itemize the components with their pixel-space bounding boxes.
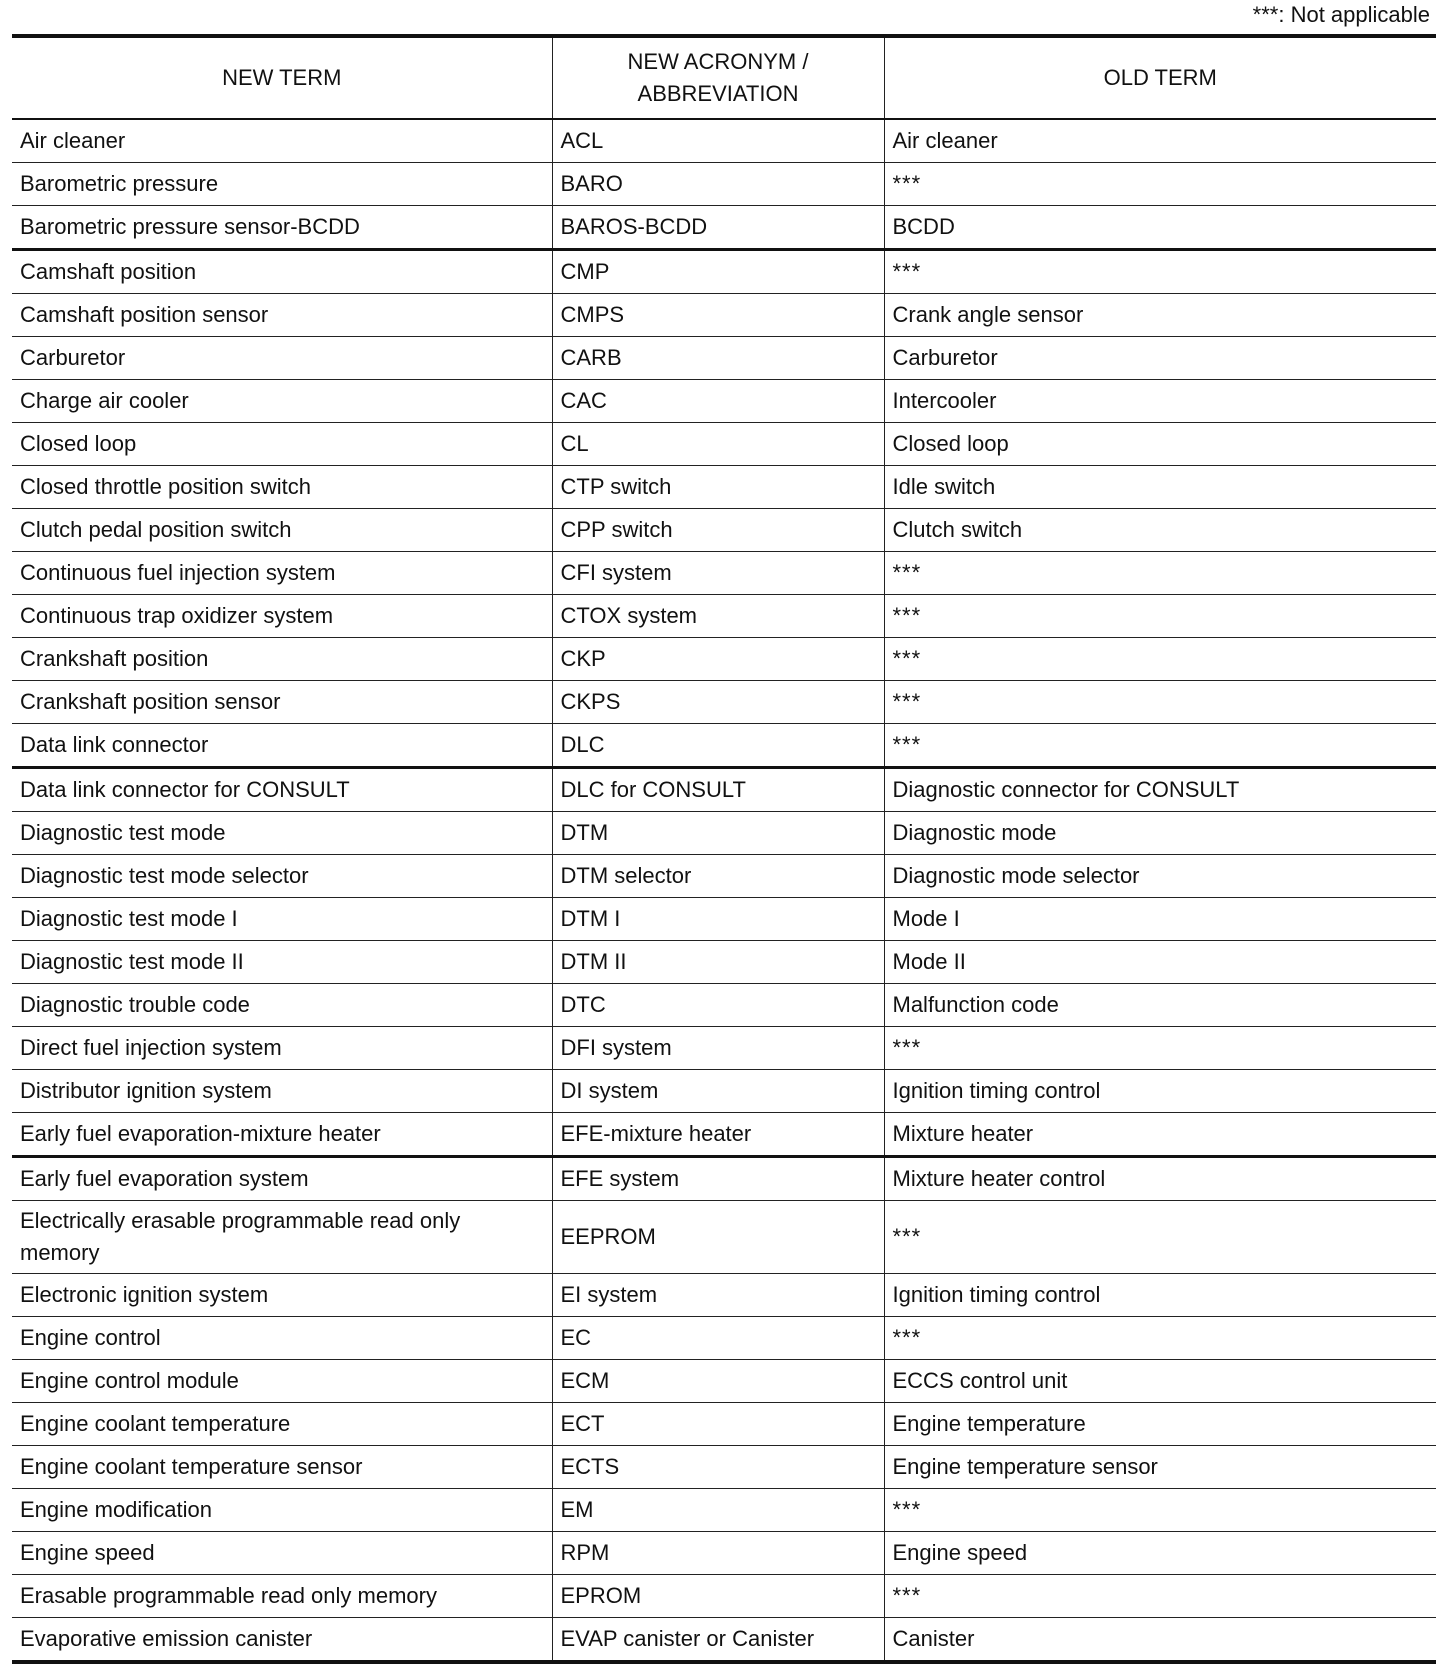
new-term-cell: Distributor ignition system: [12, 1070, 552, 1113]
new-term-cell: Engine coolant temperature sensor: [12, 1446, 552, 1489]
table-row: [12, 1403, 1436, 1446]
acronym-cell: CTP switch: [552, 466, 884, 509]
header-acronym-line: NEW ACRONYM /: [627, 49, 809, 74]
new-term-cell: Diagnostic trouble code: [12, 984, 552, 1027]
table-header: [12, 36, 1436, 119]
acronym-cell: DTM I: [552, 898, 884, 941]
table-row: [12, 1317, 1436, 1360]
acronym-cell: RPM: [552, 1532, 884, 1575]
acronym-cell: EFE-mixture heater: [552, 1113, 884, 1157]
new-term-cell: Direct fuel injection system: [12, 1027, 552, 1070]
table-row: [12, 984, 1436, 1027]
table-row: [12, 552, 1436, 595]
new-term-cell: Engine control: [12, 1317, 552, 1360]
old-term-cell: ***: [884, 638, 1436, 681]
old-term-cell: Air cleaner: [884, 119, 1436, 163]
header-new-acronym: [552, 36, 884, 119]
table-row: [12, 595, 1436, 638]
table-row: [12, 423, 1436, 466]
header-old-term: OLD TERM: [884, 36, 1436, 119]
old-term-cell: Engine temperature sensor: [884, 1446, 1436, 1489]
new-term-cell: Barometric pressure: [12, 163, 552, 206]
table-row: [12, 119, 1436, 163]
acronym-cell: DTC: [552, 984, 884, 1027]
acronym-cell: EI system: [552, 1274, 884, 1317]
table-row: [12, 1113, 1436, 1157]
old-term-cell: ***: [884, 1201, 1436, 1274]
acronym-cell: ECT: [552, 1403, 884, 1446]
old-term-cell: Clutch switch: [884, 509, 1436, 552]
old-term-cell: Crank angle sensor: [884, 294, 1436, 337]
table-row: [12, 1157, 1436, 1201]
old-term-cell: Diagnostic mode selector: [884, 855, 1436, 898]
acronym-cell: DFI system: [552, 1027, 884, 1070]
table-row: [12, 250, 1436, 294]
acronym-cell: ECM: [552, 1360, 884, 1403]
old-term-cell: ***: [884, 724, 1436, 768]
old-term-cell: ***: [884, 1575, 1436, 1618]
new-term-cell: Data link connector: [12, 724, 552, 768]
acronym-cell: CKP: [552, 638, 884, 681]
new-term-cell: Electrically erasable programmable read only memory: [12, 1201, 552, 1274]
old-term-cell: Mode I: [884, 898, 1436, 941]
old-term-cell: Mode II: [884, 941, 1436, 984]
acronym-cell: DLC: [552, 724, 884, 768]
acronym-cell: CPP switch: [552, 509, 884, 552]
table-row: [12, 380, 1436, 423]
old-term-cell: ECCS control unit: [884, 1360, 1436, 1403]
old-term-cell: Mixture heater control: [884, 1157, 1436, 1201]
old-term-cell: Engine temperature: [884, 1403, 1436, 1446]
table-row: [12, 941, 1436, 984]
old-term-cell: Intercooler: [884, 380, 1436, 423]
new-term-cell: Engine control module: [12, 1360, 552, 1403]
acronym-cell: DI system: [552, 1070, 884, 1113]
new-term-cell: Air cleaner: [20, 128, 126, 153]
old-term-cell: Canister: [884, 1618, 1436, 1663]
acronym-cell: DTM: [552, 812, 884, 855]
table-row: [12, 812, 1436, 855]
new-term-cell: Closed loop: [12, 423, 552, 466]
old-term-cell: Mixture heater: [884, 1113, 1436, 1157]
old-term-cell: ***: [884, 552, 1436, 595]
old-term-cell: Engine speed: [884, 1532, 1436, 1575]
new-term-cell: Crankshaft position sensor: [12, 681, 552, 724]
new-term-cell: Carburetor: [12, 337, 552, 380]
old-term-cell: ***: [884, 250, 1436, 294]
acronym-cell: CFI system: [552, 552, 884, 595]
old-term-cell: ***: [884, 1317, 1436, 1360]
acronym-cell: EC: [552, 1317, 884, 1360]
table-row: [12, 1070, 1436, 1113]
acronym-cell: CMP: [552, 250, 884, 294]
header-new-acronym-label: [628, 49, 809, 106]
table-row: [12, 1532, 1436, 1575]
table-row: [12, 724, 1436, 768]
new-term-cell: Engine coolant temperature: [12, 1403, 552, 1446]
new-term-cell: Evaporative emission canister: [12, 1618, 552, 1663]
new-term-cell: Diagnostic test mode II: [12, 941, 552, 984]
acronym-cell: CTOX system: [552, 595, 884, 638]
new-term-cell: Erasable programmable read only memory: [12, 1575, 552, 1618]
new-term-cell: Engine modification: [12, 1489, 552, 1532]
old-term-cell: Idle switch: [884, 466, 1436, 509]
acronym-cell: CAC: [552, 380, 884, 423]
acronym-cell: EPROM: [552, 1575, 884, 1618]
table-row: [12, 898, 1436, 941]
old-term-cell: ***: [884, 595, 1436, 638]
table-row: [12, 768, 1436, 812]
new-term-cell: Engine speed: [12, 1532, 552, 1575]
new-term-cell: Diagnostic test mode: [12, 812, 552, 855]
table-row: [12, 1489, 1436, 1532]
acronym-cell: ECTS: [552, 1446, 884, 1489]
table-row: [12, 337, 1436, 380]
acronym-cell: BARO: [552, 163, 884, 206]
table-row: [12, 466, 1436, 509]
table-row: [12, 1201, 1436, 1274]
acronym-cell: DLC for CONSULT: [552, 768, 884, 812]
acronym-cell: ACL: [552, 119, 884, 163]
table-row: [12, 1618, 1436, 1663]
acronym-cell: EM: [552, 1489, 884, 1532]
acronym-cell: CARB: [552, 337, 884, 380]
acronym-cell: CL: [552, 423, 884, 466]
new-term-cell: Charge air cooler: [12, 380, 552, 423]
header-row: [12, 36, 1436, 119]
old-term-cell: BCDD: [884, 206, 1436, 250]
table-row: [12, 855, 1436, 898]
old-term-cell: Diagnostic mode: [884, 812, 1436, 855]
new-term-cell: Continuous fuel injection system: [12, 552, 552, 595]
table-row: [12, 638, 1436, 681]
new-term-cell: Early fuel evaporation system: [12, 1157, 552, 1201]
acronym-cell: DTM selector: [552, 855, 884, 898]
old-term-cell: ***: [884, 163, 1436, 206]
table-row: [12, 681, 1436, 724]
header-new-term: NEW TERM: [12, 36, 552, 119]
table-row: [12, 1274, 1436, 1317]
new-term-cell: Camshaft position: [12, 250, 552, 294]
new-term-cell: Crankshaft position: [12, 638, 552, 681]
new-term-cell: Early fuel evaporation-mixture heater: [12, 1113, 552, 1157]
table-row: [12, 206, 1436, 250]
table-row: [12, 1575, 1436, 1618]
old-term-cell: Ignition timing control: [884, 1274, 1436, 1317]
acronym-cell: EFE system: [552, 1157, 884, 1201]
new-term-cell: Diagnostic test mode selector: [12, 855, 552, 898]
table-row: [12, 1027, 1436, 1070]
acronym-cell: EEPROM: [552, 1201, 884, 1274]
new-term-cell: Data link connector for CONSULT: [12, 768, 552, 812]
new-term-cell: Clutch pedal position switch: [12, 509, 552, 552]
acronym-cell: BAROS-BCDD: [552, 206, 884, 250]
old-term-cell: Diagnostic connector for CONSULT: [884, 768, 1436, 812]
acronym-cell: EVAP canister or Canister: [552, 1618, 884, 1663]
header-acronym-line: ABBREVIATION: [637, 81, 799, 106]
table-row: [12, 163, 1436, 206]
acronym-cell: DTM II: [552, 941, 884, 984]
table-row: [12, 294, 1436, 337]
new-term-cell: Camshaft position sensor: [12, 294, 552, 337]
new-term-cell: Electronic ignition system: [12, 1274, 552, 1317]
new-term-cell: Diagnostic test mode I: [12, 898, 552, 941]
old-term-cell: ***: [884, 681, 1436, 724]
old-term-cell: ***: [884, 1027, 1436, 1070]
new-term-cell: Barometric pressure sensor-BCDD: [12, 206, 552, 250]
table-row: [12, 1360, 1436, 1403]
acronym-cell: CMPS: [552, 294, 884, 337]
acronym-cell: CKPS: [552, 681, 884, 724]
table-body: [12, 119, 1436, 1662]
old-term-cell: ***: [884, 1489, 1436, 1532]
table-row: [12, 509, 1436, 552]
terms-table: [12, 34, 1436, 1664]
old-term-cell: Closed loop: [884, 423, 1436, 466]
not-applicable-legend: ***: Not applicable: [1252, 2, 1430, 27]
new-term-cell: Continuous trap oxidizer system: [12, 595, 552, 638]
old-term-cell: Carburetor: [884, 337, 1436, 380]
new-term-cell: Closed throttle position switch: [12, 466, 552, 509]
table-row: [12, 1446, 1436, 1489]
old-term-cell: Ignition timing control: [884, 1070, 1436, 1113]
old-term-cell: Malfunction code: [884, 984, 1436, 1027]
